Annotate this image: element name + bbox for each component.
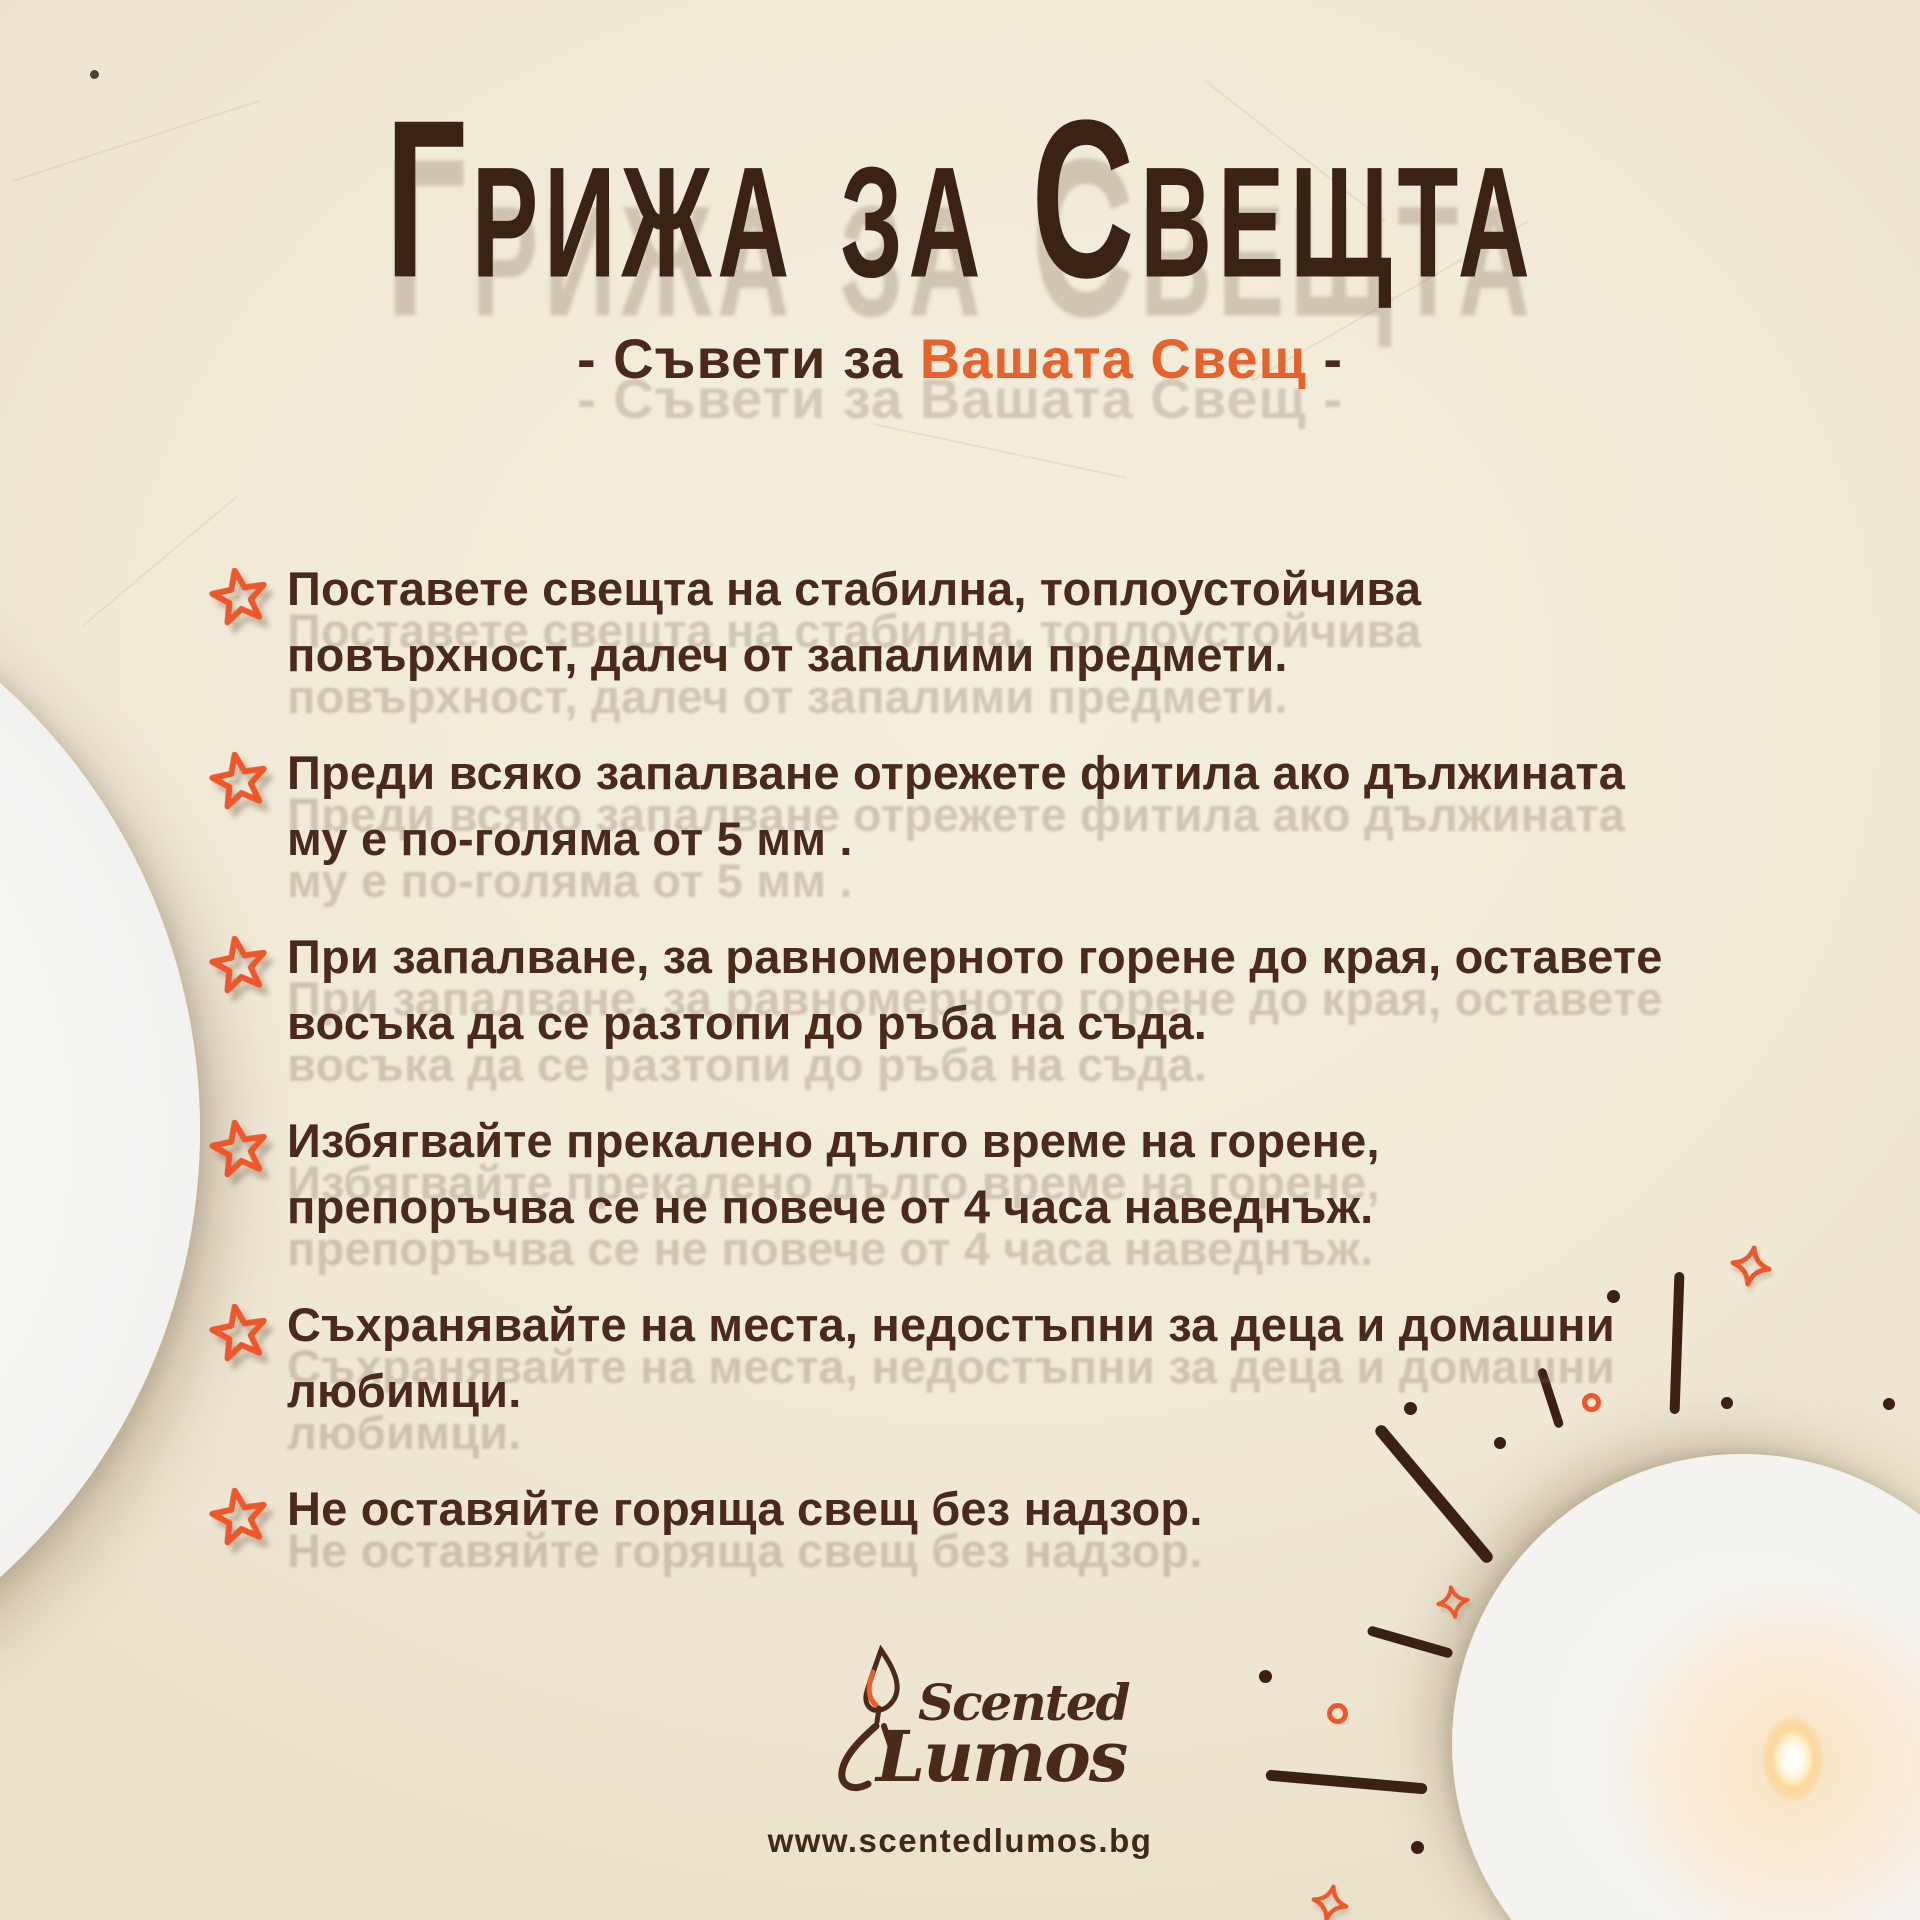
- tip-item: [207, 740, 1671, 872]
- tip-text: Поставете свещта на стабилна, топлоустойчива повърхност, далеч от запалими предмети.: [287, 562, 1422, 681]
- star-bullet-icon: [202, 1479, 276, 1551]
- page-title: [0, 72, 1920, 325]
- tip-item: [207, 1292, 1671, 1424]
- star-bullet-icon: [202, 559, 276, 631]
- brand-name-line2: Lumos: [876, 1715, 1127, 1798]
- tip-item: [207, 1108, 1671, 1240]
- brand-logo: [0, 1646, 1920, 1806]
- burst-dot: [1883, 1398, 1895, 1410]
- paper-crease: [873, 423, 1128, 479]
- tip-item: [207, 1476, 1671, 1546]
- star-bullet-icon: [202, 1111, 276, 1183]
- website-url: www.scentedlumos.bg: [767, 1822, 1153, 1859]
- tip-item: [207, 924, 1671, 1056]
- brand-name-line1: Scented: [918, 1673, 1129, 1732]
- tip-text: Преди всяко запалване отрежете фитила ако дължината му е по-голяма от 5 мм .: [287, 746, 1626, 865]
- page-title-text: Грижа за Свещта: [384, 72, 1536, 325]
- sparkle-icon: [1307, 1880, 1352, 1920]
- burst-dot: [1721, 1397, 1733, 1409]
- burst-stroke: [1670, 1272, 1685, 1414]
- subtitle-prefix: - Съвети за: [576, 327, 920, 390]
- star-bullet-icon: [202, 927, 276, 999]
- tip-text: Избягвайте прекалено дълго време на горене, препоръчва се не повече от 4 часа наведнъж.: [287, 1114, 1380, 1233]
- tip-item: [207, 556, 1671, 688]
- candle-tin-photo: [0, 530, 200, 1730]
- star-bullet-icon: [202, 743, 276, 815]
- subtitle-highlight: Вашата Свещ: [919, 327, 1307, 390]
- tip-text: Съхранявайте на места, недостъпни за деца и домашни любимци.: [287, 1298, 1615, 1417]
- paper-speck: [90, 70, 99, 79]
- subtitle: [0, 326, 1920, 391]
- tip-text: При запалване, за равномерното горене до края, оставете восъка да се разтопи до ръба на съда.: [287, 930, 1663, 1049]
- tips-list: [207, 556, 1671, 1598]
- sparkle-icon: [1727, 1242, 1776, 1291]
- star-bullet-icon: [202, 1295, 276, 1367]
- tip-text: Не оставяйте горяща свещ без надзор.: [287, 1482, 1203, 1535]
- subtitle-suffix: -: [1306, 327, 1344, 390]
